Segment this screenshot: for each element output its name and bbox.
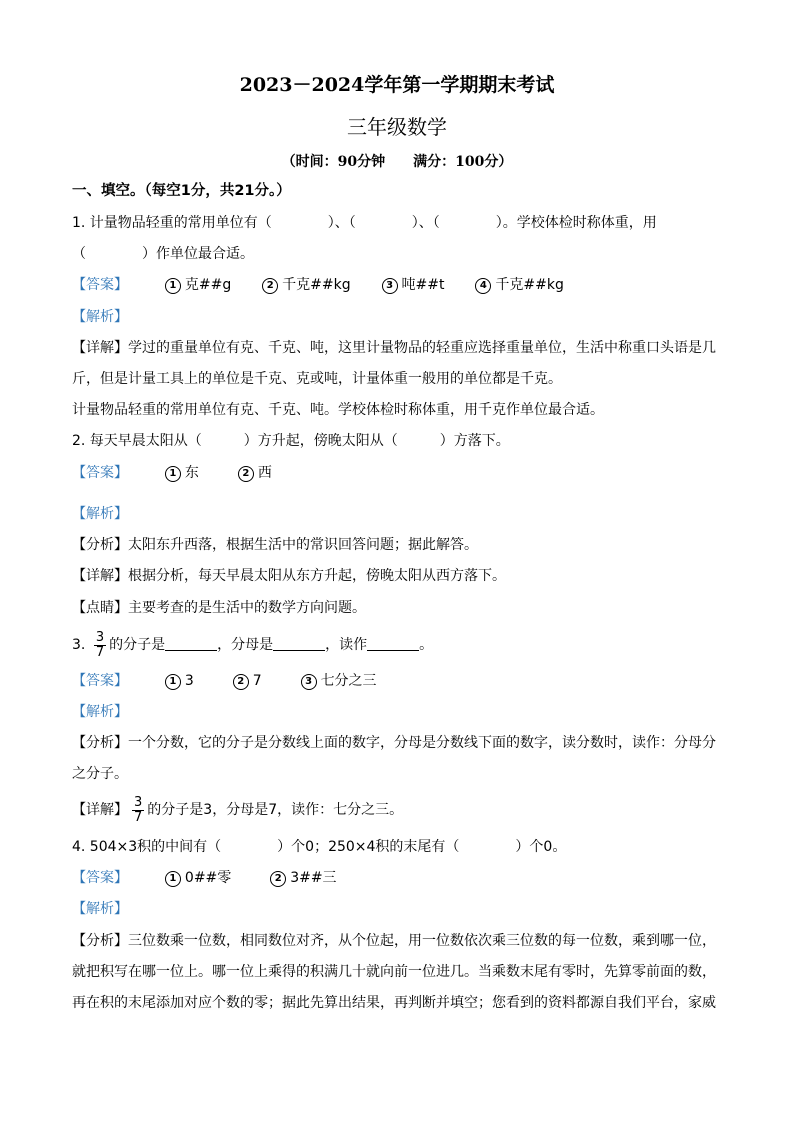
circle-1-icon: 1 bbox=[165, 871, 181, 887]
circle-2-icon: 2 bbox=[238, 466, 254, 482]
answer-tag: 【答案】 bbox=[72, 277, 128, 293]
q2-detail: 【详解】根据分析，每天早晨太阳从东方升起，傍晚太阳从西方落下。 bbox=[72, 568, 506, 584]
q3-answer-row bbox=[72, 671, 377, 691]
answer-tag: 【答案】 bbox=[72, 673, 128, 689]
comment-tag: 【点睛】 bbox=[72, 600, 128, 616]
q1-detail-line2: 斤，但是计量工具上的单位是千克、克或吨，计量体重一般用的单位都是千克。 bbox=[72, 371, 562, 387]
circle-2-icon: 2 bbox=[262, 278, 278, 294]
q2-analyze: 【分析】太阳东升西落，根据生活中的常识回答问题；据此解答。 bbox=[72, 537, 478, 553]
circle-4-icon: 4 bbox=[475, 278, 491, 294]
circle-1-icon: 1 bbox=[165, 466, 181, 482]
exam-title: 2023－2024学年第一学期期末考试 bbox=[239, 74, 555, 96]
q3-answer-1: 3 bbox=[184, 673, 194, 689]
q4-answer-1: 0##零 bbox=[184, 870, 232, 886]
q3-analyze-line1: 【分析】一个分数，它的分子是分数线上面的数字，分母是分数线下面的数字，读分数时，读作：分母分 bbox=[72, 735, 716, 751]
q1-detail-line3: 计量物品轻重的常用单位有克、千克、吨。学校体检时称体重，用千克作单位最合适。 bbox=[72, 402, 604, 418]
circle-1-icon: 1 bbox=[165, 278, 181, 294]
q1-text-line1: 1. 计量物品轻重的常用单位有（ ）、（ ）、（ ）。学校体检时称体重，用 bbox=[72, 215, 657, 231]
q1-answer-3: 吨##t bbox=[401, 277, 445, 293]
q2-comment: 【点睛】主要考查的是生活中的数学方向问题。 bbox=[72, 600, 366, 616]
fraction: $\frac{3}{7}$ bbox=[95, 629, 105, 660]
q1-detail-line1: 【详解】学过的重量单位有克、千克、吨，这里计量物品的轻重应选择重量单位，生活中称重口头语是几 bbox=[72, 340, 716, 356]
q1-answer-2: 千克##kg bbox=[282, 277, 351, 293]
q3-text: 3. $\frac{3}{7}$ 的分子是 ，分母是 ，读作 。 bbox=[72, 629, 434, 660]
circle-1-icon: 1 bbox=[165, 674, 181, 690]
analysis-tag: 【解析】 bbox=[72, 704, 128, 720]
analyze-tag: 【分析】 bbox=[72, 933, 128, 949]
section-heading: 一、填空。（每空1分，共21分。） bbox=[72, 183, 291, 199]
blank bbox=[273, 636, 325, 651]
exam-meta bbox=[0, 151, 794, 171]
q1-answer-4: 千克##kg bbox=[495, 277, 564, 293]
fraction: $\frac{3}{7}$ bbox=[134, 794, 143, 825]
q2-text: 2. 每天早晨太阳从（ ）方升起，傍晚太阳从（ ）方落下。 bbox=[72, 433, 510, 449]
exam-score: 满分：100分） bbox=[413, 154, 513, 170]
analysis-tag: 【解析】 bbox=[72, 506, 128, 522]
blank bbox=[367, 636, 419, 651]
circle-2-icon: 2 bbox=[233, 674, 249, 690]
q1-text-line2: （ ）作单位最合适。 bbox=[72, 246, 254, 262]
q2-answer-1: 东 bbox=[184, 465, 199, 481]
q1-answer-1: 克##g bbox=[184, 277, 232, 293]
q3-analyze-line2: 之分子。 bbox=[72, 766, 128, 782]
q3-detail: 【详解】 $\frac{3}{7}$ 的分子是3，分母是7，读作：七分之三。 bbox=[72, 794, 404, 825]
q4-analyze-line1: 【分析】三位数乘一位数，相同数位对齐，从个位起，用一位数依次乘三位数的每一位数，乘到哪一位， bbox=[72, 933, 716, 949]
q4-text: 4. 504×3积的中间有（ ）个0；250×4积的末尾有（ ）个0。 bbox=[72, 839, 567, 855]
answer-tag: 【答案】 bbox=[72, 465, 128, 481]
analysis-tag: 【解析】 bbox=[72, 309, 128, 325]
detail-tag: 【详解】 bbox=[72, 802, 128, 818]
detail-tag: 【详解】 bbox=[72, 568, 128, 584]
detail-tag: 【详解】 bbox=[72, 340, 128, 356]
q3-answer-3: 七分之三 bbox=[320, 673, 377, 689]
blank bbox=[165, 636, 217, 651]
q4-analyze-line3: 再在积的末尾添加对应个数的零；据此先算出结果，再判断并填空；您看到的资料都源自我们平台，家威 bbox=[72, 995, 716, 1011]
q2-answer-2: 西 bbox=[257, 465, 272, 481]
q4-answer-row bbox=[72, 868, 337, 888]
q2-answer-row bbox=[72, 463, 272, 483]
q1-answer-row bbox=[72, 275, 564, 295]
exam-subtitle: 三年级数学 bbox=[347, 115, 447, 139]
analyze-tag: 【分析】 bbox=[72, 735, 128, 751]
q3-answer-2: 7 bbox=[252, 673, 262, 689]
q4-answer-2: 3##三 bbox=[290, 870, 337, 886]
analysis-tag: 【解析】 bbox=[72, 901, 128, 917]
q4-analyze-line2: 就把积写在哪一位上。哪一位上乘得的积满几十就向前一位进几。当乘数末尾有零时，先算零前面的数， bbox=[72, 964, 716, 980]
exam-time: （时间：90分钟 bbox=[281, 154, 386, 170]
circle-2-icon: 2 bbox=[270, 871, 286, 887]
circle-3-icon: 3 bbox=[301, 674, 317, 690]
analyze-tag: 【分析】 bbox=[72, 537, 128, 553]
answer-tag: 【答案】 bbox=[72, 870, 128, 886]
circle-3-icon: 3 bbox=[382, 278, 398, 294]
